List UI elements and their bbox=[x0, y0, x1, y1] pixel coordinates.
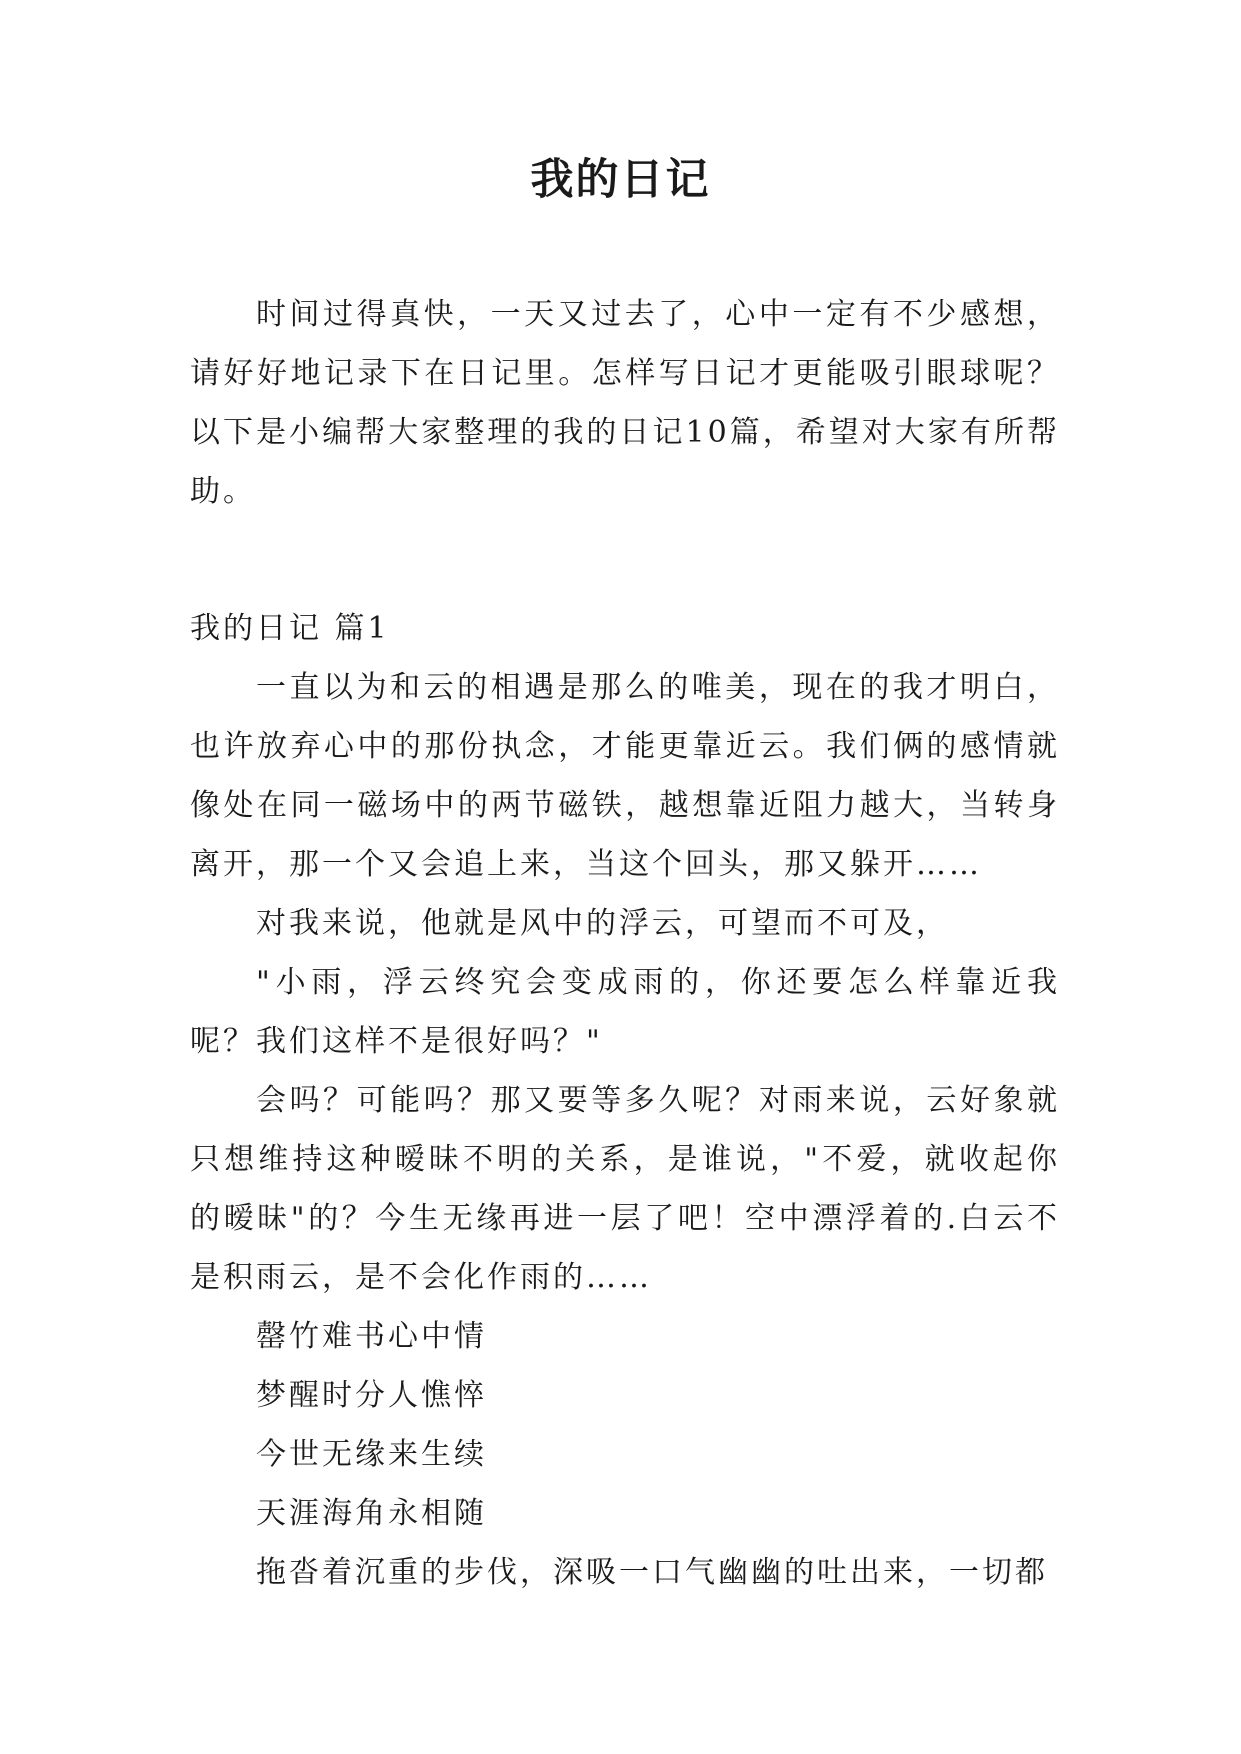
body-paragraph: "小雨，浮云终究会变成雨的，你还要怎么样靠近我呢？我们这样不是很好吗？" bbox=[190, 965, 1060, 1059]
poem-line: 今世无缘来生续 bbox=[256, 1437, 487, 1472]
document-title: 我的日记 bbox=[530, 155, 711, 205]
section-heading: 我的日记 篇1 bbox=[190, 611, 390, 646]
section-spacer bbox=[190, 521, 1060, 599]
document-body bbox=[190, 285, 1060, 1602]
poem-line: 梦醒时分人憔悴 bbox=[256, 1378, 487, 1413]
intro-paragraph: 时间过得真快，一天又过去了，心中一定有不少感想，请好好地记录下在日记里。怎样写日记才更能吸引眼球呢？以下是小编帮大家整理的我的日记10篇，希望对大家有所帮助。 bbox=[190, 297, 1060, 509]
body-paragraph: 拖沓着沉重的步伐，深吸一口气幽幽的吐出来，一切都 bbox=[256, 1555, 1048, 1590]
body-paragraph: 对我来说，他就是风中的浮云，可望而不可及， bbox=[256, 906, 949, 941]
poem-line: 罄竹难书心中情 bbox=[256, 1319, 487, 1354]
body-paragraph: 会吗？可能吗？那又要等多久呢？对雨来说，云好象就只想维持这种暧昧不明的关系，是谁说，"不爱，就收起你的暧昧"的？今生无缘再进一层了吧！空中漂浮着的.白云不是积雨云，是不会化作雨的…… bbox=[190, 1083, 1060, 1295]
body-paragraph: 一直以为和云的相遇是那么的唯美，现在的我才明白，也许放弃心中的那份执念，才能更靠近云。我们俩的感情就像处在同一磁场中的两节磁铁，越想靠近阻力越大，当转身离开，那一个又会追上来，当这个回头，那又躲开…… bbox=[190, 670, 1060, 882]
poem-line: 天涯海角永相随 bbox=[256, 1496, 487, 1531]
